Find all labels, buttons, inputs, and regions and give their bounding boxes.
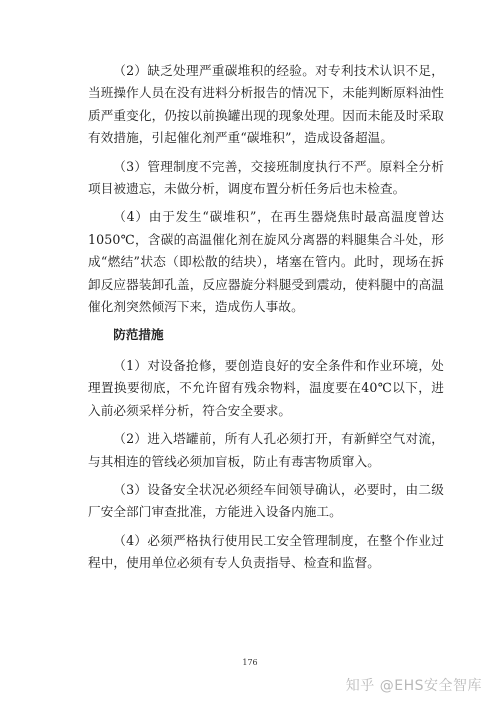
paragraph-cause-4: （4）由于发生“碳堆积”，在再生器烧焦时最高温度曾达1050℃，含碳的高温催化剂在旋风分离器的料腿集合斗处，形成“燃结”状态（即松散的结块），堵塞在管内。此时，现场在拆卸反应器装卸孔盖，反应器旋分料腿受到震动，使料腿中的高温催化剂突然倾泻下来，造成伤人事故。: [88, 209, 444, 315]
paragraph-measure-1: （1）对设备抢修，要创造良好的安全条件和作业环境，处理置换要彻底，不允许留有残余物料，温度要在40℃以下，进入前必须采样分析，符合安全要求。: [88, 357, 444, 418]
watermark: 知乎 @EHS安全智库: [345, 678, 482, 694]
paragraph-measure-3: （3）设备安全状况必须经车间领导确认，必要时，由二级厂安全部门审查批准，方能进入设备内施工。: [88, 481, 444, 520]
paragraph-measure-4: （4）必须严格执行使用民工安全管理制度，在整个作业过程中，使用单位必须有专人负责指导、检查和监督。: [88, 532, 444, 571]
paragraph-cause-3: （3）管理制度不完善，交接班制度执行不严。原料全分析项目被遗忘，未做分析，调度布置分析任务后也未检查。: [88, 158, 444, 197]
paragraph-measure-2: （2）进入塔罐前，所有人孔必须打开，有新鲜空气对流，与其相连的管线必须加盲板，防止有毒害物质窜入。: [88, 431, 444, 469]
paragraph-cause-2: （2）缺乏处理严重碳堆积的经验。对专利技术认识不足，当班操作人员在没有进料分析报告的情况下，未能判断原料油性质严重变化，仍按以前换罐出现的现象处理。因而未能及时采取有效措施，引起催化剂严重“碳堆积”，造成设备超温。: [88, 63, 444, 146]
page-content: [88, 60, 444, 581]
page-number: 176: [242, 658, 258, 667]
section-heading: 防范措施: [113, 327, 164, 343]
